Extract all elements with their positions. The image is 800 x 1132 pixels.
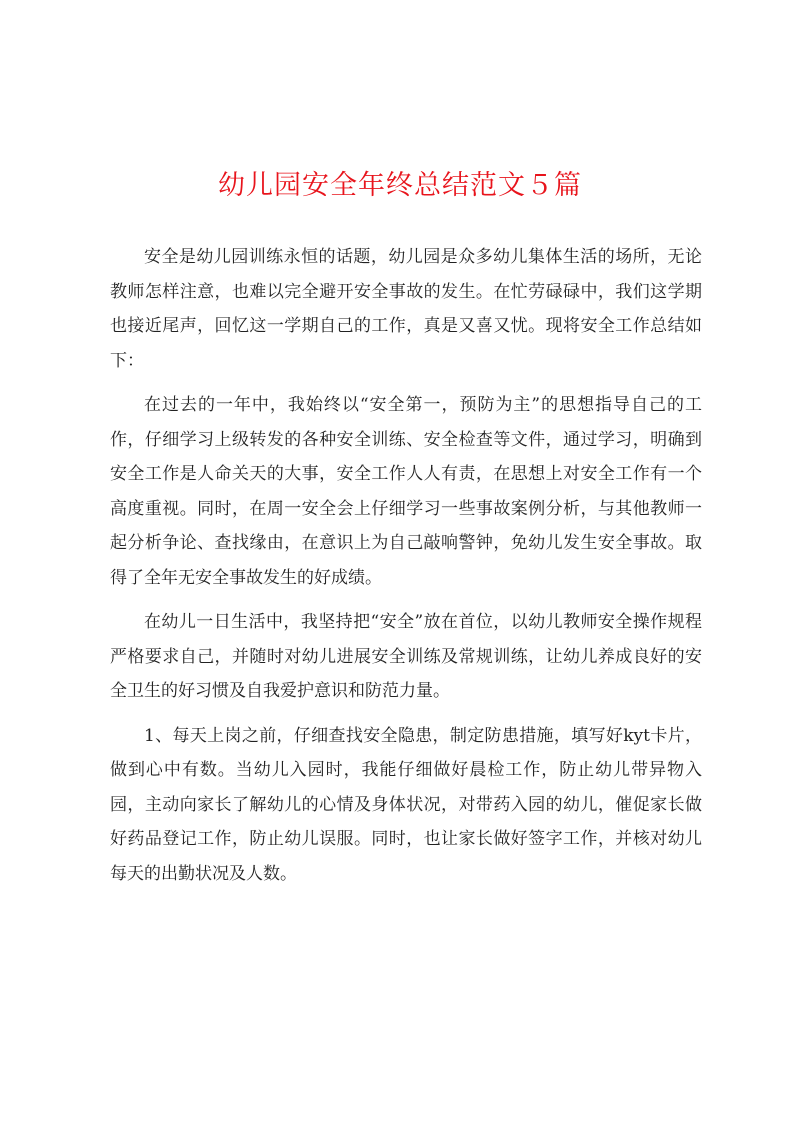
paragraph-item-1: 1、每天上岗之前，仔细查找安全隐患，制定防患措施，填写好kyt卡片，做到心中有数。当幼儿入园时，我能仔细做好晨检工作，防止幼儿带异物入园，主动向家长了解幼儿的心情及身体状况，对带药入园的幼儿，催促家长做好药品登记工作，防止幼儿误服。同时，也让家长做好签字工作，并核对幼儿每天的出勤状况及人数。 xyxy=(110,725,702,884)
paragraph-past-year: 在过去的一年中，我始终以“安全第一，预防为主”的思想指导自己的工作，仔细学习上级转发的各种安全训练、安全检查等文件，通过学习，明确到安全工作是人命关天的大事，安全工作人人有责，在思想上对安全工作有一个高度重视。同时，在周一安全会上仔细学习一些事故案例分析，与其他教师一起分析争论、查找缘由，在意识上为自己敲响警钟，免幼儿发生安全事故。取得了全年无安全事故发生的好成绩。 xyxy=(110,395,702,588)
document-body xyxy=(110,240,702,901)
paragraph-daily-life: 在幼儿一日生活中，我坚持把“安全”放在首位，以幼儿教师安全操作规程严格要求自己，并随时对幼儿进展安全训练及常规训练，让幼儿养成良好的安全卫生的好习惯及自我爱护意识和防范力量。 xyxy=(110,612,702,701)
paragraph-intro: 安全是幼儿园训练永恒的话题，幼儿园是众多幼儿集体生活的场所，无论教师怎样注意，也难以完全避开安全事故的发生。在忙劳碌碌中，我们这学期也接近尾声，回忆这一学期自己的工作，真是又喜又忧。现将安全工作总结如下： xyxy=(110,247,702,371)
document-title: 幼儿园安全年终总结范文５篇 xyxy=(218,170,582,201)
